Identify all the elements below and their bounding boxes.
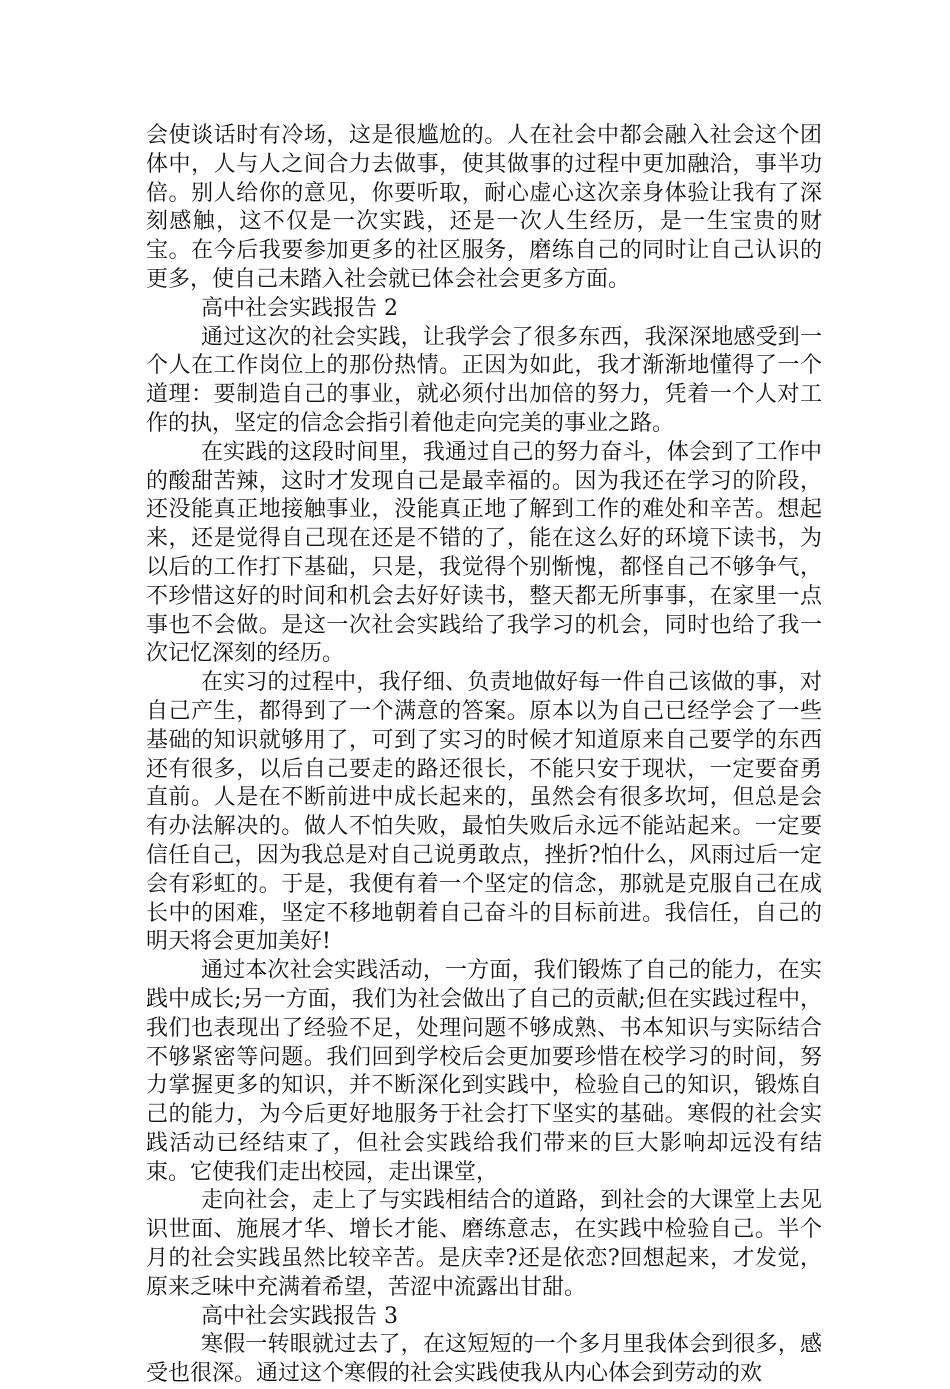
paragraph: 通过本次社会实践活动，一方面，我们锻炼了自己的能力，在实践中成长;另一方面，我们为社会做出了自己的贡献;但在实践过程中，我们也表现出了经验不足，处理问题不够成熟、书本知识与实际结合不够紧密等问题。我们回到学校后会更加要珍惜在校学习的时间，努力掌握更多的知识，并不断深化到实践中，检验自己的知识，锻炼自己的能力，为今后更好地服务于社会打下坚实的基础。寒假的社会实践活动已经结束了，但社会实践给我们带来的巨大影响却远没有结束。它使我们走出校园，走出课堂，: [146, 958, 822, 1185]
paragraph: 通过这次的社会实践，让我学会了很多东西，我深深地感受到一个人在工作岗位上的那份热情。正因为如此，我才渐渐地懂得了一个道理：要制造自己的事业，就必须付出加倍的努力，凭着一个人对工作的执，坚定的信念会指引着他走向完美的事业之路。: [146, 324, 822, 436]
paragraph: 在实践的这段时间里，我通过自己的努力奋斗，体会到了工作中的酸甜苦辣，这时才发现自己是最幸福的。因为我还在学习的阶段，还没能真正地接触事业，没能真正地了解到工作的难处和辛苦。想起来，还是觉得自己现在还是不错的了，能在这么好的环境下读书，为以后的工作打下基础，只是，我觉得个别惭愧，都怪自己不够争气，不珍惜这好的时间和机会去好好读书，整天都无所事事，在家里一点事也不会做。是这一次社会实践给了我学习的机会，同时也给了我一次记忆深刻的经历。: [146, 439, 822, 667]
paragraph: 在实习的过程中，我仔细、负责地做好每一件自己该做的事，对自己产生，都得到了一个满意的答案。原本以为自己已经学会了一些基础的知识就够用了，可到了实习的时候才知道原来自己要学的东西还有很多，以后自己要走的路还很长，不能只安于现状，一定要奋勇直前。人是在不断前进中成长起来的，虽然会有很多坎坷，但总是会有办法解决的。做人不怕失败，最怕失败后永远不能站起来。一定要信任自己，因为我总是对自己说勇敢点，挫折?怕什么，风雨过后一定会有彩虹的。于是，我便有着一个坚定的信念，那就是克服自己在成长中的困难，坚定不移地朝着自己奋斗的目标前进。我信任，自己的明天将会更加美好!: [146, 670, 822, 955]
section-heading-report-3: 高中社会实践报告 3: [201, 1303, 398, 1329]
document-body: [146, 122, 822, 1389]
paragraph-continued: 会使谈话时有冷场，这是很尴尬的。人在社会中都会融入社会这个团体中，人与人之间合力去做事，使其做事的过程中更加融洽，事半功倍。别人给你的意见，你要听取，耐心虚心这次亲身体验让我有了深刻感触，这不仅是一次实践，还是一次人生经历，是一生宝贵的财宝。在今后我要参加更多的社区服务，磨练自己的同时让自己认识的更多，使自己未踏入社会就已体会社会更多方面。: [146, 123, 822, 292]
paragraph: 寒假一转眼就过去了，在这短短的一个多月里我体会到很多，感受也很深。通过这个寒假的社会实践使我从内心体会到劳动的欢: [146, 1332, 822, 1387]
paragraph: 走向社会，走上了与实践相结合的道路，到社会的大课堂上去见识世面、施展才华、增长才能、磨练意志，在实践中检验自己。半个月的社会实践虽然比较辛苦。是庆幸?还是依恋?回想起来，才发觉，原来乏味中充满着希望，苦涩中流露出甘甜。: [146, 1188, 822, 1300]
section-heading-report-2: 高中社会实践报告 2: [201, 295, 398, 321]
